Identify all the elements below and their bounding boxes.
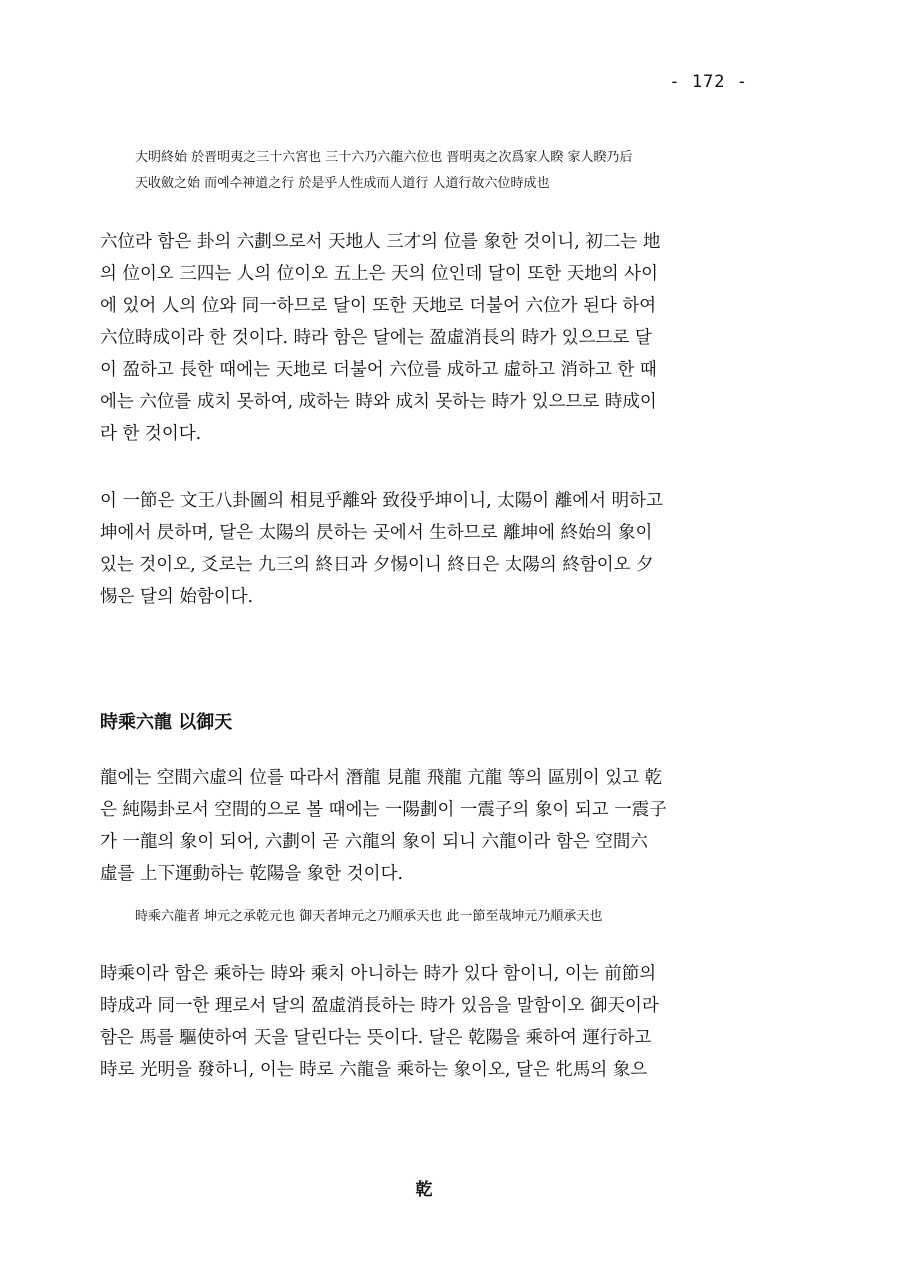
note-line: 大明終始 於晋明夷之三十六宮也 三十六乃六龍六位也 晋明夷之次爲家人睽 家人睽乃后 (135, 150, 633, 165)
text-line: 있는 것이오, 爻로는 九三의 終日과 夕惕이니 終日은 太陽의 終함이오 夕 (100, 555, 654, 575)
text-line: 이 一節은 文王八卦圖의 相見乎離와 致役乎坤이니, 太陽이 離에서 明하고 (100, 491, 663, 511)
text-line: 時乘이라 함은 乘하는 時와 乘치 아니하는 時가 있다 함이니, 이는 前節의 (100, 964, 657, 984)
text-line: 가 一龍의 象이 되어, 六劃이 곧 六龍의 象이 되니 六龍이라 함은 空間六 (100, 832, 648, 852)
text-line: 六位라 함은 卦의 六劃으로서 天地人 三才의 位를 象한 것이니, 初二는 地 (100, 232, 661, 252)
note-line: 時乘六龍者 坤元之承乾元也 御天者坤元之乃順承天也 此一節至哉坤元乃順承天也 (135, 909, 603, 924)
text-line: 에 있어 人의 位와 同一하므로 달이 또한 天地로 더불어 六位가 된다 하여 (100, 296, 657, 316)
text-line: 時로 光明을 發하니, 이는 時로 六龍을 乘하는 象이오, 달은 牝馬의 象으 (100, 1060, 648, 1080)
annotation-note-1 (135, 145, 785, 197)
text-line: 은 純陽卦로서 空間的으로 볼 때에는 一陽劃이 一震子의 象이 되고 一震子 (100, 800, 667, 820)
page-footer: 乾 (415, 1180, 433, 1200)
page-number: - 172 - (669, 72, 748, 92)
text-line: 함은 馬를 驅使하여 天을 달린다는 뜻이다. 달은 乾陽을 乘하여 運行하고 (100, 1028, 652, 1048)
paragraph-4 (100, 958, 800, 1086)
section-heading: 時乘六龍 以御天 (100, 712, 233, 733)
text-line: 에는 六位를 成치 못하여, 成하는 時와 成치 못하는 時가 있으므로 時成이 (100, 392, 657, 412)
text-line: 坤에서 昃하며, 달은 太陽의 昃하는 곳에서 生하므로 離坤에 終始의 象이 (100, 523, 653, 543)
paragraph-3 (100, 762, 800, 890)
text-line: 龍에는 空間六虛의 位를 따라서 潛龍 見龍 飛龍 亢龍 等의 區別이 있고 乾 (100, 768, 663, 788)
paragraph-2 (100, 485, 800, 613)
paragraph-1 (100, 226, 800, 450)
text-line: 時成과 同一한 理로서 달의 盈虛消長하는 時가 있음을 말함이오 御天이라 (100, 996, 659, 1016)
note-line: 天收斂之始 而예수神道之行 於是乎人性成而人道行 人道行故六位時成也 (135, 176, 550, 191)
text-line: 라 한 것이다. (100, 424, 202, 444)
text-line: 惕은 달의 始함이다. (100, 587, 254, 607)
annotation-note-2 (135, 904, 785, 930)
text-line: 六位時成이라 한 것이다. 時라 함은 달에는 盈虛消長의 時가 있으므로 달 (100, 328, 652, 348)
text-line: 虛를 上下運動하는 乾陽을 象한 것이다. (100, 864, 404, 884)
text-line: 이 盈하고 長한 때에는 天地로 더불어 六位를 成하고 虛하고 消하고 한 때 (100, 360, 657, 380)
text-line: 의 位이오 三四는 人의 位이오 五上은 天의 位인데 달이 또한 天地의 사이 (100, 264, 658, 284)
